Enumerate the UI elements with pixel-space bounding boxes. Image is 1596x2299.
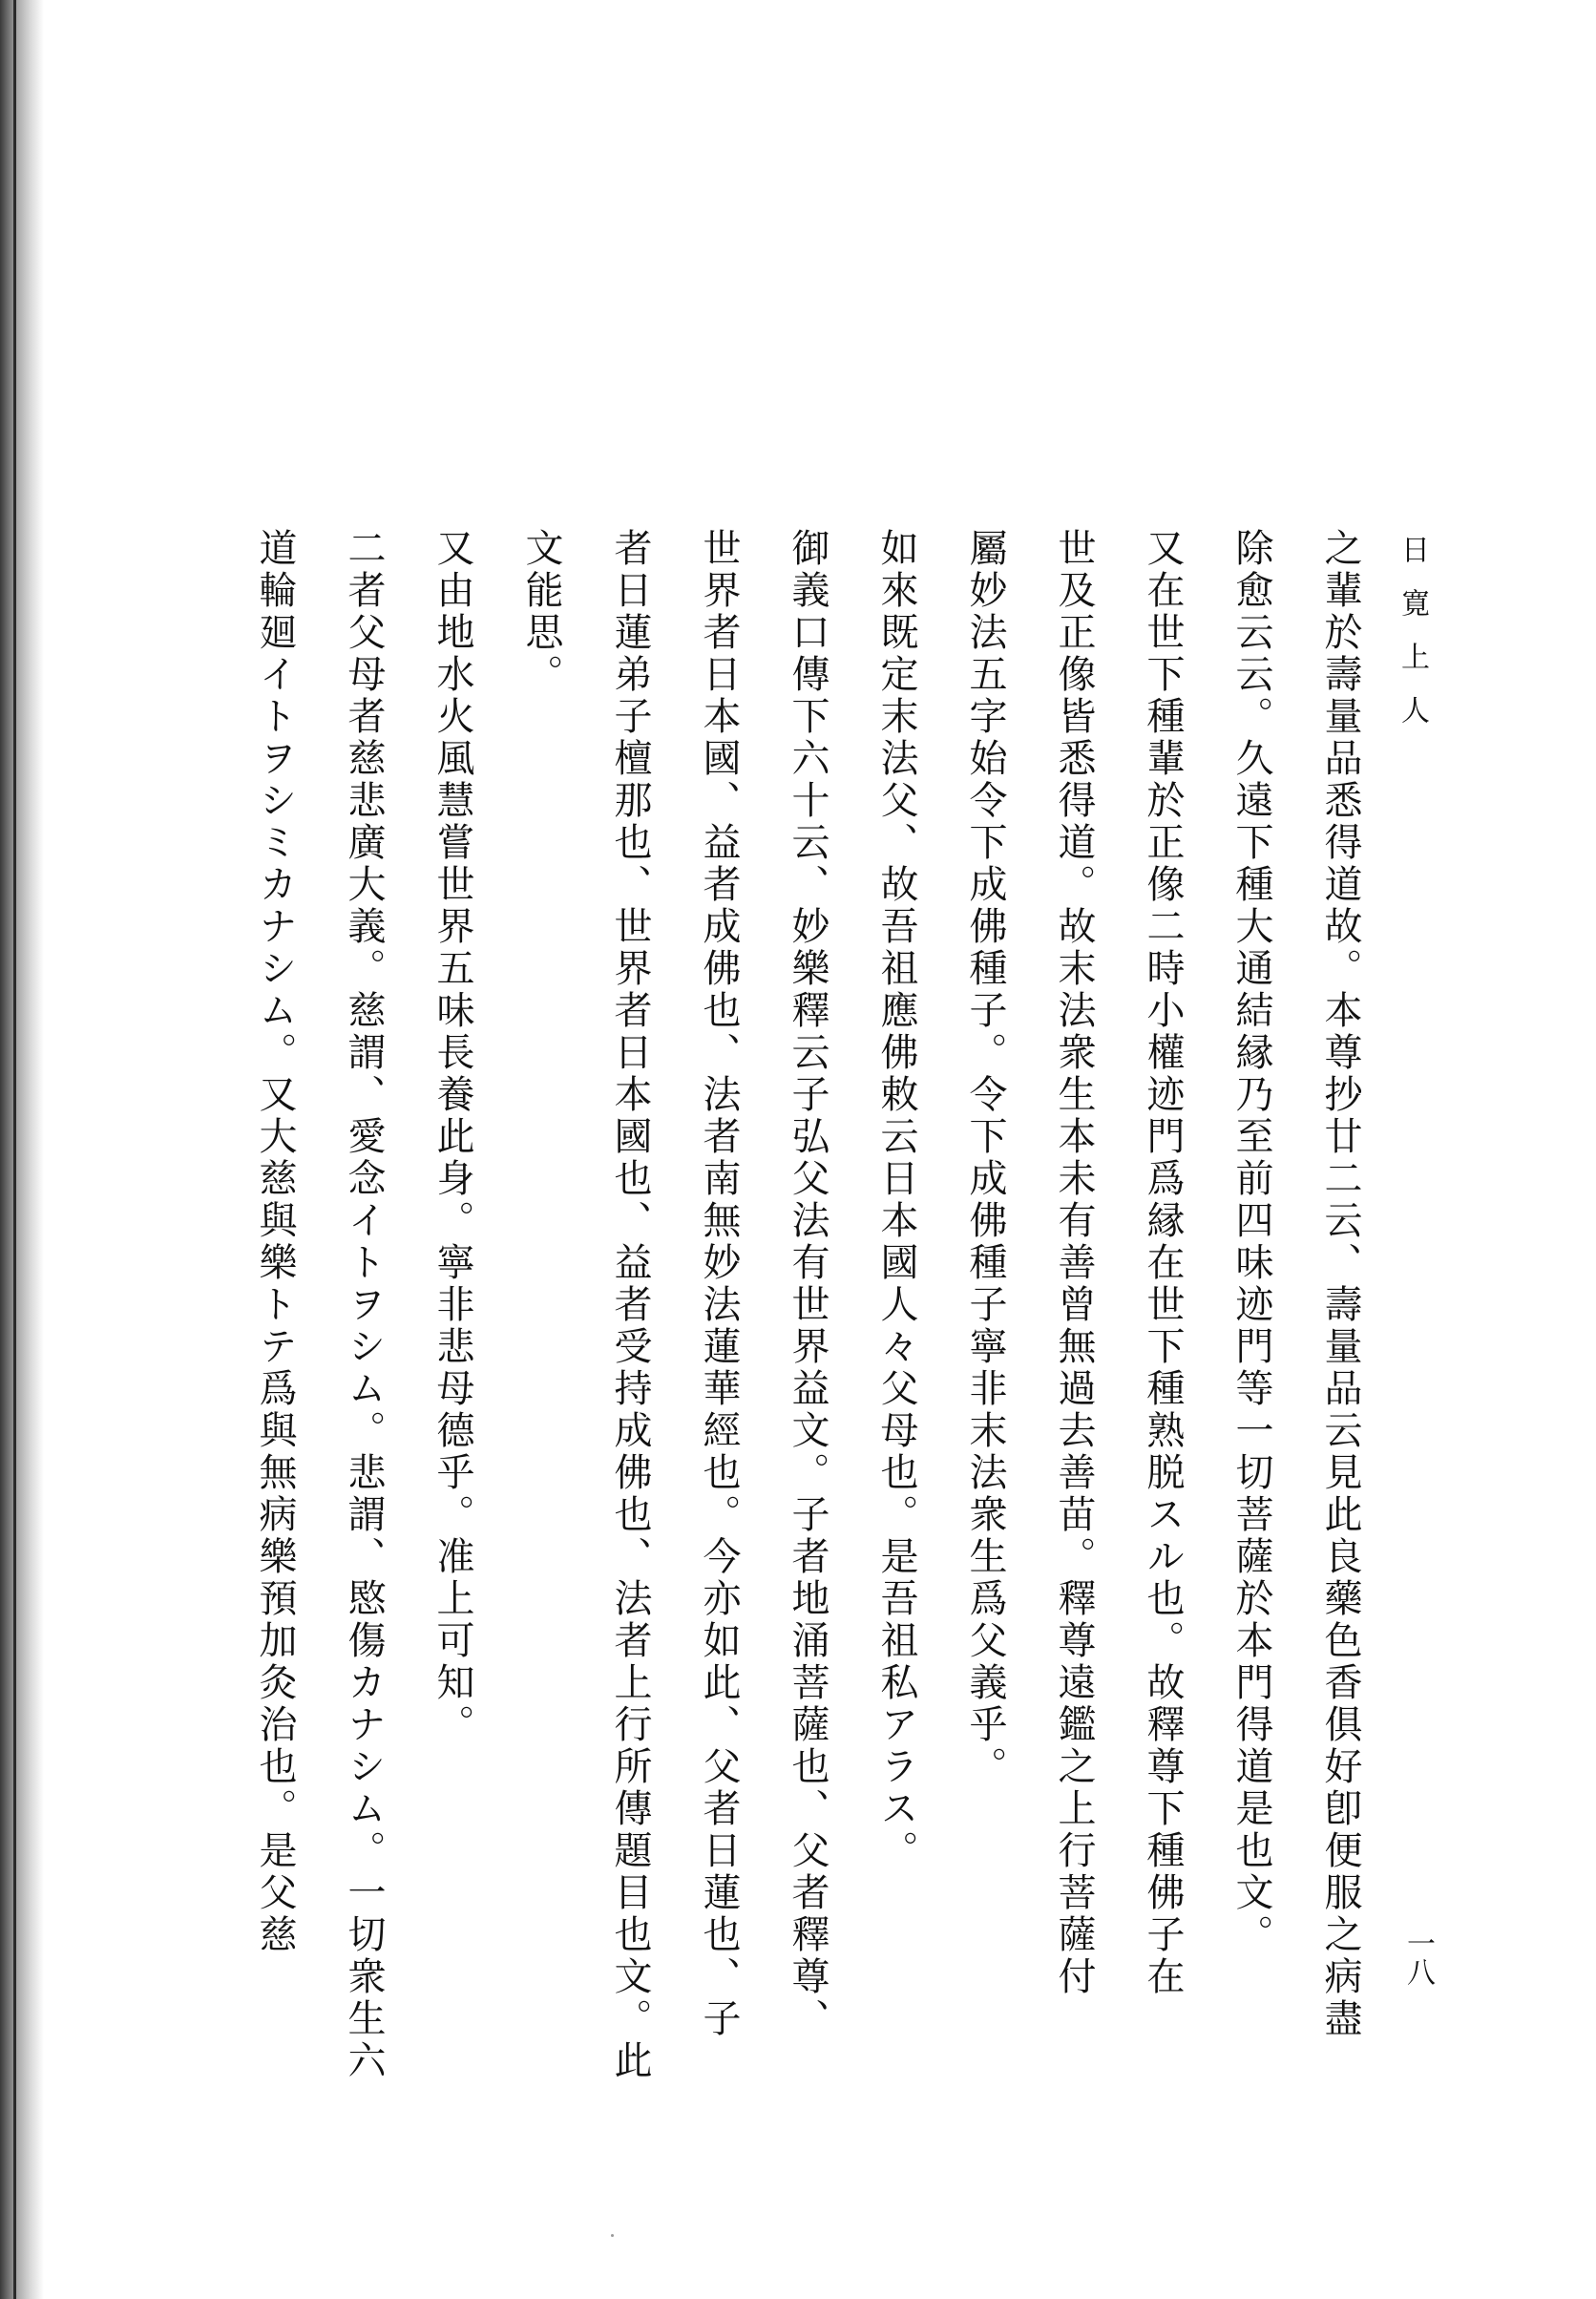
text-column-11: 又由地水火風慧嘗世界五味長養此身。寧非悲母德乎。准上可知。: [430, 528, 474, 1746]
text-column-7: 御義口傳下六十云、妙樂釋云子弘父法有世界益文。子者地涌菩薩也、父者釋尊、: [786, 528, 830, 2040]
text-column-13: 道輪廻イトヲシミカナシム。又大慈與樂トテ爲與無病樂預加灸治也。是父慈: [253, 528, 297, 1956]
binding-shadow: [0, 0, 44, 2299]
text-column-4: 世及正像皆悉得道。故末法衆生本未有善曾無過去善苗。釋尊遠鑑之上行菩薩付: [1052, 528, 1096, 1998]
main-text: [229, 528, 1384, 2151]
text-column-9: 者日蓮弟子檀那也、世界者日本國也、益者受持成佛也、法者上行所傳題目也文。此: [608, 528, 652, 2082]
text-column-5: 屬妙法五字始令下成佛種子。令下成佛種子寧非末法衆生爲父義乎。: [963, 528, 1007, 1788]
text-column-1: 之輩於壽量品悉得道故。本尊抄廿二云、壽量品云見此良藥色香俱好卽便服之病盡: [1318, 528, 1362, 2040]
paper-speck: [611, 2234, 614, 2237]
page-number: 一八: [1401, 1929, 1435, 1986]
text-column-6: 如來既定末法父、故吾祖應佛敕云日本國人々父母也。是吾祖私アラス。: [874, 528, 918, 1872]
text-column-8: 世界者日本國、益者成佛也、法者南無妙法蓮華經也。今亦如此、父者日蓮也、子: [697, 528, 741, 2040]
running-header-title: 日寛上人: [1396, 535, 1429, 749]
text-column-10: 文能思。: [519, 528, 563, 696]
text-column-3: 又在世下種輩於正像二時小權迹門爲縁在世下種熟脱スル也。故釋尊下種佛子在: [1141, 528, 1185, 1998]
text-column-2: 除愈云云。久遠下種大通結縁乃至前四味迹門等一切菩薩於本門得道是也文。: [1229, 528, 1273, 1956]
binding-edge: [13, 0, 16, 2299]
text-column-12: 二者父母者慈悲廣大義。慈謂、愛念イトヲシム。悲謂、愍傷カナシム。一切衆生六: [342, 528, 386, 2082]
